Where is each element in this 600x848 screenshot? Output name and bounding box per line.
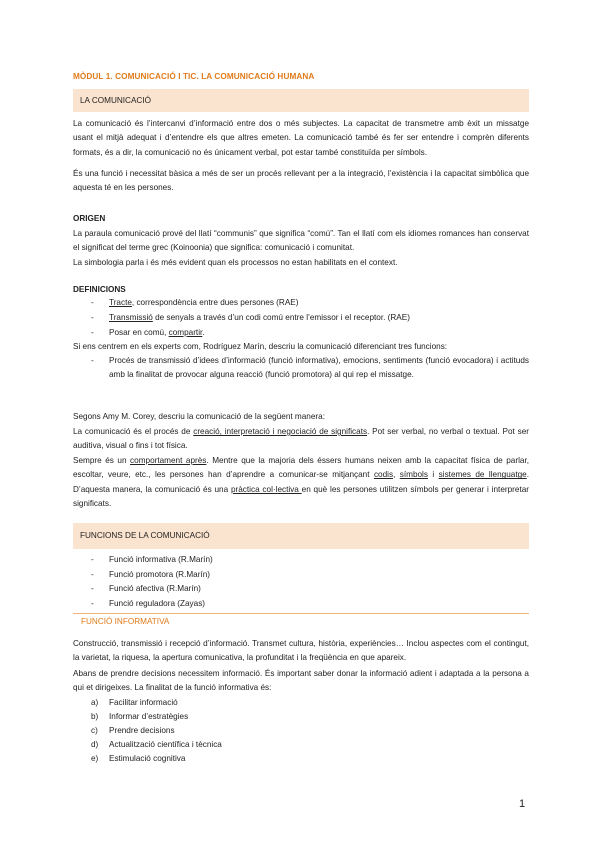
bullet-dash: - <box>91 313 94 322</box>
list-item: Informar d’estratègies <box>109 712 189 721</box>
list-item: Prendre decisions <box>109 726 175 735</box>
paragraph-origen: La paraula comunicació prové del llatí “communis” que significa “comú”. Tan el llatí com els idiomes romances han conservat el significat del terme grec (Koinoonia) que significa: comunicació i comunitat. <box>73 229 529 253</box>
bullet-dash: - <box>91 555 94 564</box>
list-marker: e) <box>91 754 99 763</box>
page-number: 1 <box>519 798 526 810</box>
marin-item: Procés de transmissió d’idees d’informació (funció informativa), emocions, sentiments (funció evocadora) i actituds amb la finalitat de provocar alguna reacció (funció promotora) al qui rep el missatge. <box>109 356 529 380</box>
bullet-dash: - <box>91 570 94 579</box>
bullet-dash: - <box>91 584 94 593</box>
paragraph-definition: La comunicació és l’intercanvi d’informació entre dos o més subjectes. La capacitat de transmetre amb èxit un missatge usant el mitjà adequat i d’entendre els que altres emeten. La comunicació també és fer ser entendre i comprèn diferents formats, és a dir, la comunicació no és únicament verbal, pot estar també constituïda per símbols. <box>73 119 529 157</box>
funcio-item-3: Funció afectiva (R.Marín) <box>109 584 201 593</box>
list-item: Actualització científica i tècnica <box>109 740 222 749</box>
paragraph-corey-intro: Segons Amy M. Corey, descriu la comunicació de la següent manera: <box>73 412 325 421</box>
funcio-item-1: Funció informativa (R.Marín) <box>109 555 213 564</box>
subsection-tab-informativa <box>73 613 529 630</box>
paragraph-informativa-1: Construcció, transmissió i recepció d’informació. Transmet cultura, història, experiències… Inclou aspectes com el contingut, la varietat, la riquesa, la apertura comunicativa, la profunditat i la freqüència en que apareix. <box>73 639 529 663</box>
list-item: Estimulació cognitiva <box>109 754 186 763</box>
paragraph-function: És una funció i necessitat bàsica a més de ser un procés rellevant per a la integració, l’existència i la capacitat simbòlica que aquesta té en les persones. <box>73 169 529 193</box>
list-marker: d) <box>91 740 99 749</box>
paragraph-informativa-2: Abans de prendre decisions necessitem informació. És important saber donar la informació adient i adaptada a la persona a qui et dirigeixes. La finalitat de la funció informativa és: <box>73 669 529 693</box>
heading-definicions: DEFINICIONS <box>73 285 126 294</box>
definition-item-2: Transmissió de senyals a través d’un codi comú entre l’emissor i el receptor. (RAE) <box>109 313 410 322</box>
bullet-dash: - <box>91 328 94 337</box>
heading-origen: ORIGEN <box>73 214 106 223</box>
bullet-dash: - <box>91 356 94 365</box>
definition-item-3: Posar en comú, compartir. <box>109 328 205 337</box>
definition-item-1: Tracte, correspondència entre dues persones (RAE) <box>109 298 299 307</box>
list-marker: b) <box>91 712 99 721</box>
bullet-dash: - <box>91 599 94 608</box>
section-band-funcions: FUNCIONS DE LA COMUNICACIÓ <box>73 523 529 549</box>
list-marker: c) <box>91 726 98 735</box>
funcio-item-2: Funció promotora (R.Marín) <box>109 570 211 579</box>
section-band-comunicacio: LA COMUNICACIÓ <box>73 89 529 112</box>
list-item: Facilitar informació <box>109 698 178 707</box>
funcio-item-4: Funció reguladora (Zayas) <box>109 599 206 608</box>
subsection-title: FUNCIÓ INFORMATIVA <box>81 617 170 626</box>
paragraph-corey-2: Sempre és un comportament après. Mentre que la majoria dels éssers humans neixen amb la capacitat física de parlar, escoltar, veure, etc., les persones han d’aprendre a comunicar-se mitjançant codis, símbols i sistemes de llenguatge. D’aquesta manera, la comunicació és una pràctica col·lectiva en què les persones utilitzen símbols per generar i interpretar significats. <box>73 456 530 509</box>
bullet-dash: - <box>91 298 94 307</box>
list-marker: a) <box>91 698 99 707</box>
paragraph-simbologia: La simbologia parla i és més evident quan els processos no estan habilitats en el context. <box>73 258 398 267</box>
module-title: MÒDUL 1. COMUNICACIÓ I TIC. LA COMUNICACIÓ HUMANA <box>73 72 315 81</box>
paragraph-corey-1: La comunicació és el procés de creació, interpretació i negociació de significats. Pot ser verbal, no verbal o textual. Pot ser auditiva, visual o fins i tot física. <box>73 427 529 451</box>
paragraph-marin-intro: Si ens centrem en els experts com, Rodríguez Marín, descriu la comunicació diferenciant tres funcions: <box>73 342 448 351</box>
